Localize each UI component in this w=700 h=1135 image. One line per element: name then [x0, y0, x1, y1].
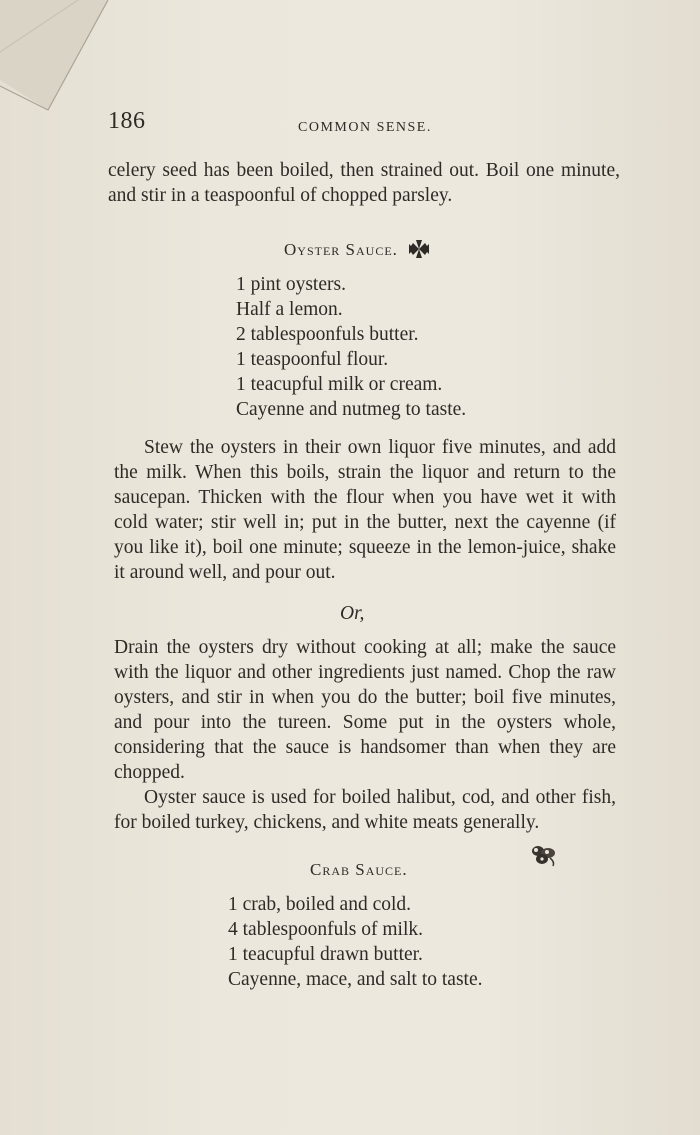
ingredient-item: 2 tablespoonfuls butter. — [236, 324, 419, 345]
continued-text: celery seed has been boiled, then strained out. Boil one minute, and stir in a teaspoonful of chopped parsley. — [108, 160, 620, 206]
ingredient-item: 1 pint oysters. — [236, 274, 346, 295]
ingredient-item: Half a lemon. — [236, 299, 343, 320]
oyster-sauce-title: Oyster Sauce. — [284, 240, 398, 259]
crab-sauce-heading — [310, 860, 408, 880]
maltese-cross-icon — [409, 240, 429, 258]
ingredient-item: 1 teacupful drawn butter. — [228, 944, 423, 965]
usage-paragraph: Oyster sauce is used for boiled halibut, cod, and other fish, for boiled turkey, chickens, and white meats generally. — [114, 787, 616, 833]
oyster-sauce-heading — [284, 240, 429, 260]
ingredient-item: Cayenne and nutmeg to taste. — [236, 399, 467, 420]
ingredient-item: 4 tablespoonfuls of milk. — [228, 919, 423, 940]
ingredient-item: 1 teaspoonful flour. — [236, 349, 389, 370]
floral-ornament-icon — [528, 842, 558, 868]
ingredient-item: 1 teacupful milk or cream. — [236, 374, 443, 395]
ingredient-item: Cayenne, mace, and salt to taste. — [228, 969, 483, 990]
folded-corner — [0, 0, 120, 120]
page-number: 186 — [108, 108, 146, 134]
or-separator: Or, — [340, 603, 365, 624]
oyster-method-text: Stew the oysters in their own liquor five minutes, and add the milk. When this boils, strain the liquor and return to the saucepan. Thicken with the flour when you have wet it with cold water; stir well in; put in the butter, next the cayenne (if you like it), boil one minute; squeeze in the lemon-juice, shake it around well, and pour out. — [114, 437, 616, 583]
ingredient-item: 1 crab, boiled and cold. — [228, 894, 412, 915]
crab-ingredients-list — [228, 892, 483, 992]
alternative-method — [114, 635, 616, 835]
alternative-paragraph: Drain the oysters dry without cooking at all; make the sauce with the liquor and other ingredients just named. Chop the raw oysters, and stir in when you do the butter; boil five minutes, and pour into the tureen. Some put in the oysters whole, considering that the sauce is handsomer than when they are chopped. — [114, 637, 616, 783]
continued-paragraph — [108, 158, 620, 208]
crab-sauce-title: Crab Sauce. — [310, 860, 408, 879]
oyster-method-paragraph — [114, 435, 616, 585]
running-head: COMMON SENSE. — [298, 120, 432, 135]
oyster-ingredients-list — [236, 272, 466, 422]
page-header — [108, 108, 618, 138]
